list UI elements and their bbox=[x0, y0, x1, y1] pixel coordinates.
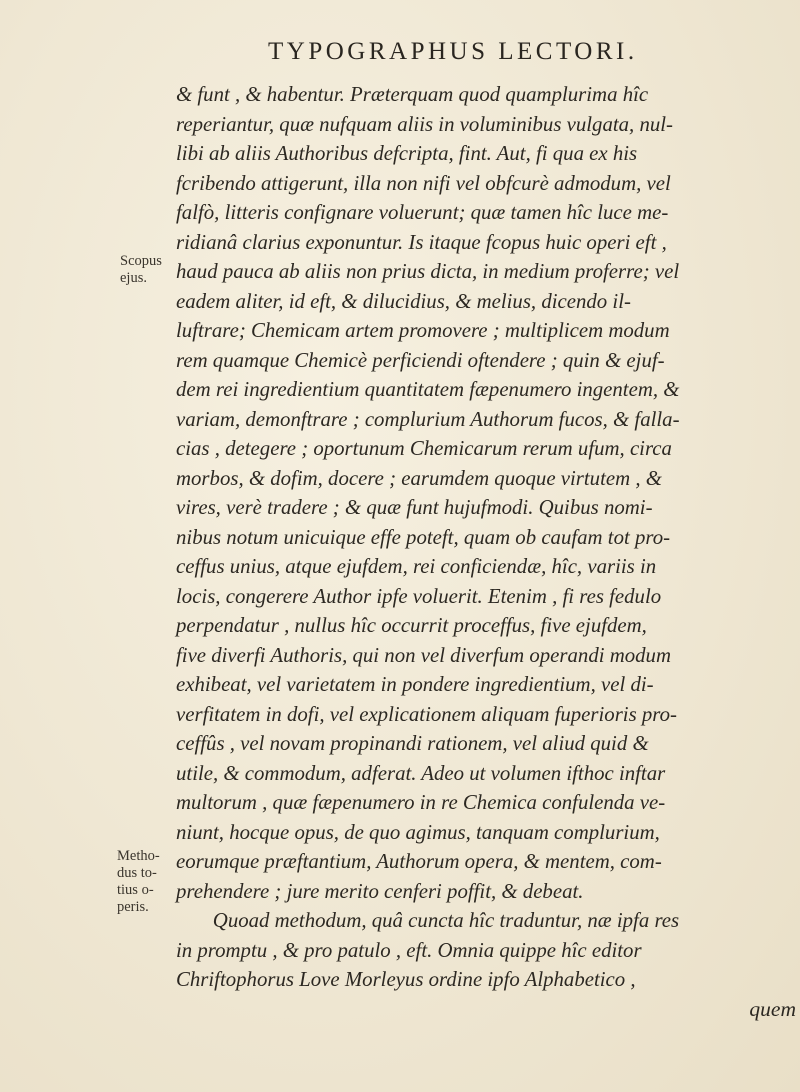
margin-note-line: dus to- bbox=[117, 865, 157, 881]
text-line: Quoad methodum, quâ cuncta hîc traduntur, næ ipfa res bbox=[212, 908, 680, 932]
text-line: dem rei ingredientium quantitatem fæpenumero ingentem, & bbox=[176, 377, 680, 401]
text-line: luftrare; Chemicam artem promovere ; multiplicem modum bbox=[176, 318, 670, 342]
text-line: ceffûs , vel novam propinandi rationem, vel aliud quid & bbox=[176, 731, 649, 755]
running-head: TYPOGRAPHUS LECTORI. bbox=[268, 38, 638, 65]
text-line: cias , detegere ; oportunum Chemicarum rerum ufum, circa bbox=[176, 436, 672, 460]
text-line: nibus notum unicuique effe poteft, quam ob caufam tot pro- bbox=[176, 524, 671, 549]
margin-note-line: Scopus bbox=[120, 253, 162, 269]
margin-note-line: tius o- bbox=[117, 882, 154, 898]
text-line: eorumque præftantium, Authorum opera, & mentem, com- bbox=[176, 849, 662, 873]
text-line: morbos, & dofim, docere ; earumdem quoque virtutem , & bbox=[176, 465, 662, 490]
text-line: eadem aliter, id eft, & dilucidius, & melius, dicendo il- bbox=[176, 288, 631, 313]
text-line: quem bbox=[749, 996, 796, 1021]
text-line: ridianâ clarius exponuntur. Is itaque fcopus huic operi eft , bbox=[176, 229, 667, 254]
text-line: reperiantur, quæ nufquam aliis in voluminibus vulgata, nul- bbox=[176, 111, 673, 136]
text-line: & funt , & habentur. Præterquam quod quamplurima hîc bbox=[176, 82, 649, 106]
margin-note-line: peris. bbox=[117, 899, 149, 915]
margin-note-methodus bbox=[117, 848, 160, 916]
margin-note-line: ejus. bbox=[120, 270, 147, 286]
text-line: vires, verè tradere ; & quæ funt hujufmodi. Quibus nomi- bbox=[176, 495, 653, 519]
text-line: locis, congerere Author ipfe voluerit. Etenim , fi res fedulo bbox=[176, 583, 662, 608]
margin-note-line: Metho- bbox=[117, 848, 160, 864]
text-line: verfitatem in dofi, vel explicationem aliquam fuperioris pro- bbox=[176, 701, 677, 726]
text-line: libi ab aliis Authoribus defcripta, fint. Aut, fi qua ex his bbox=[176, 141, 638, 165]
text-line: prehendere ; jure merito cenferi poffit, & debeat. bbox=[176, 878, 584, 903]
text-line: fcribendo attigerunt, illa non nifi vel obfcurè admodum, vel bbox=[176, 170, 671, 195]
text-line: ceffus unius, atque ejufdem, rei conficiendæ, hîc, variis in bbox=[176, 554, 657, 578]
text-line: in promptu , & pro patulo , eft. Omnia quippe hîc editor bbox=[176, 937, 642, 962]
text-line: falfò, litteris confignare voluerunt; quæ tamen hîc luce me- bbox=[176, 200, 669, 224]
text-line: five diverfi Authoris, qui non vel diverfum operandi modum bbox=[176, 642, 671, 667]
text-line: exhibeat, vel varietatem in pondere ingredientium, vel di- bbox=[176, 672, 654, 696]
text-line: rem quamque Chemicè perficiendi oftendere ; quin & ejuf- bbox=[176, 347, 665, 372]
text-line: utile, & commodum, adferat. Adeo ut volumen ifthoc inftar bbox=[176, 760, 666, 785]
text-line: haud pauca ab aliis non prius dicta, in medium proferre; vel bbox=[176, 259, 680, 283]
text-line: variam, demonftrare ; complurium Authorum fucos, & falla- bbox=[176, 406, 680, 431]
margin-note-scopus bbox=[120, 253, 162, 287]
text-line: multorum , quæ fæpenumero in re Chemica confulenda ve- bbox=[176, 790, 666, 814]
text-line: niunt, hocque opus, de quo agimus, tanquam complurium, bbox=[176, 819, 660, 844]
text-line: Chriftophorus Love Morleyus ordine ipfo Alphabetico , bbox=[176, 967, 636, 991]
body-text bbox=[176, 80, 796, 1024]
text-line: perpendatur , nullus hîc occurrit proceffus, five ejufdem, bbox=[176, 613, 647, 637]
